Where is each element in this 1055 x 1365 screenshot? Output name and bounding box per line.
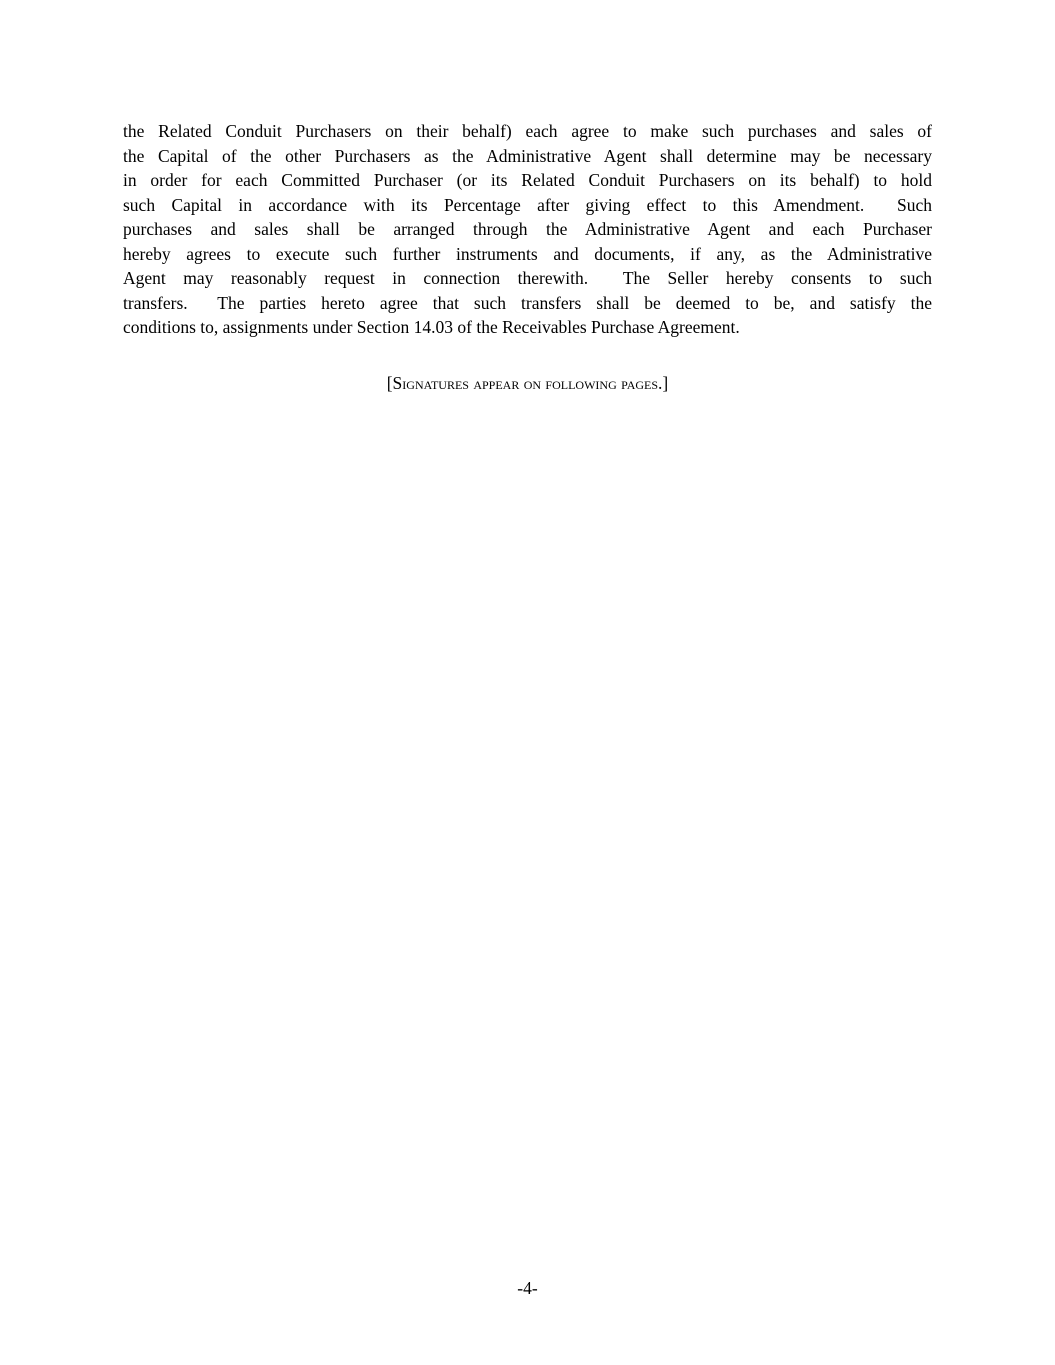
paragraph-line: transfers. The parties hereto agree that such transfers shall be deemed to be, and satisfy the [123, 292, 932, 313]
signatures-notice: [Signatures appear on following pages.] [386, 372, 669, 393]
body-paragraph [123, 119, 932, 395]
paragraph-line: in order for each Committed Purchaser (or its Related Conduit Purchasers on its behalf) to hold [123, 170, 932, 190]
paragraph-line: purchases and sales shall be arranged through the Administrative Agent and each Purchaser [123, 219, 932, 239]
paragraph-line: the Related Conduit Purchasers on their behalf) each agree to make such purchases and sales of [123, 121, 932, 141]
paragraph-line: conditions to, assignments under Section 14.03 of the Receivables Purchase Agreement. [123, 317, 740, 337]
paragraph-line: hereby agrees to execute such further instruments and documents, if any, as the Administrative [123, 243, 932, 264]
page-number: -4- [517, 1278, 538, 1298]
paragraph-line: the Capital of the other Purchasers as the Administrative Agent shall determine may be necessary [123, 145, 932, 166]
paragraph-line: such Capital in accordance with its Percentage after giving effect to this Amendment. Such [123, 194, 932, 215]
paragraph-line: Agent may reasonably request in connection therewith. The Seller hereby consents to such [123, 268, 932, 288]
